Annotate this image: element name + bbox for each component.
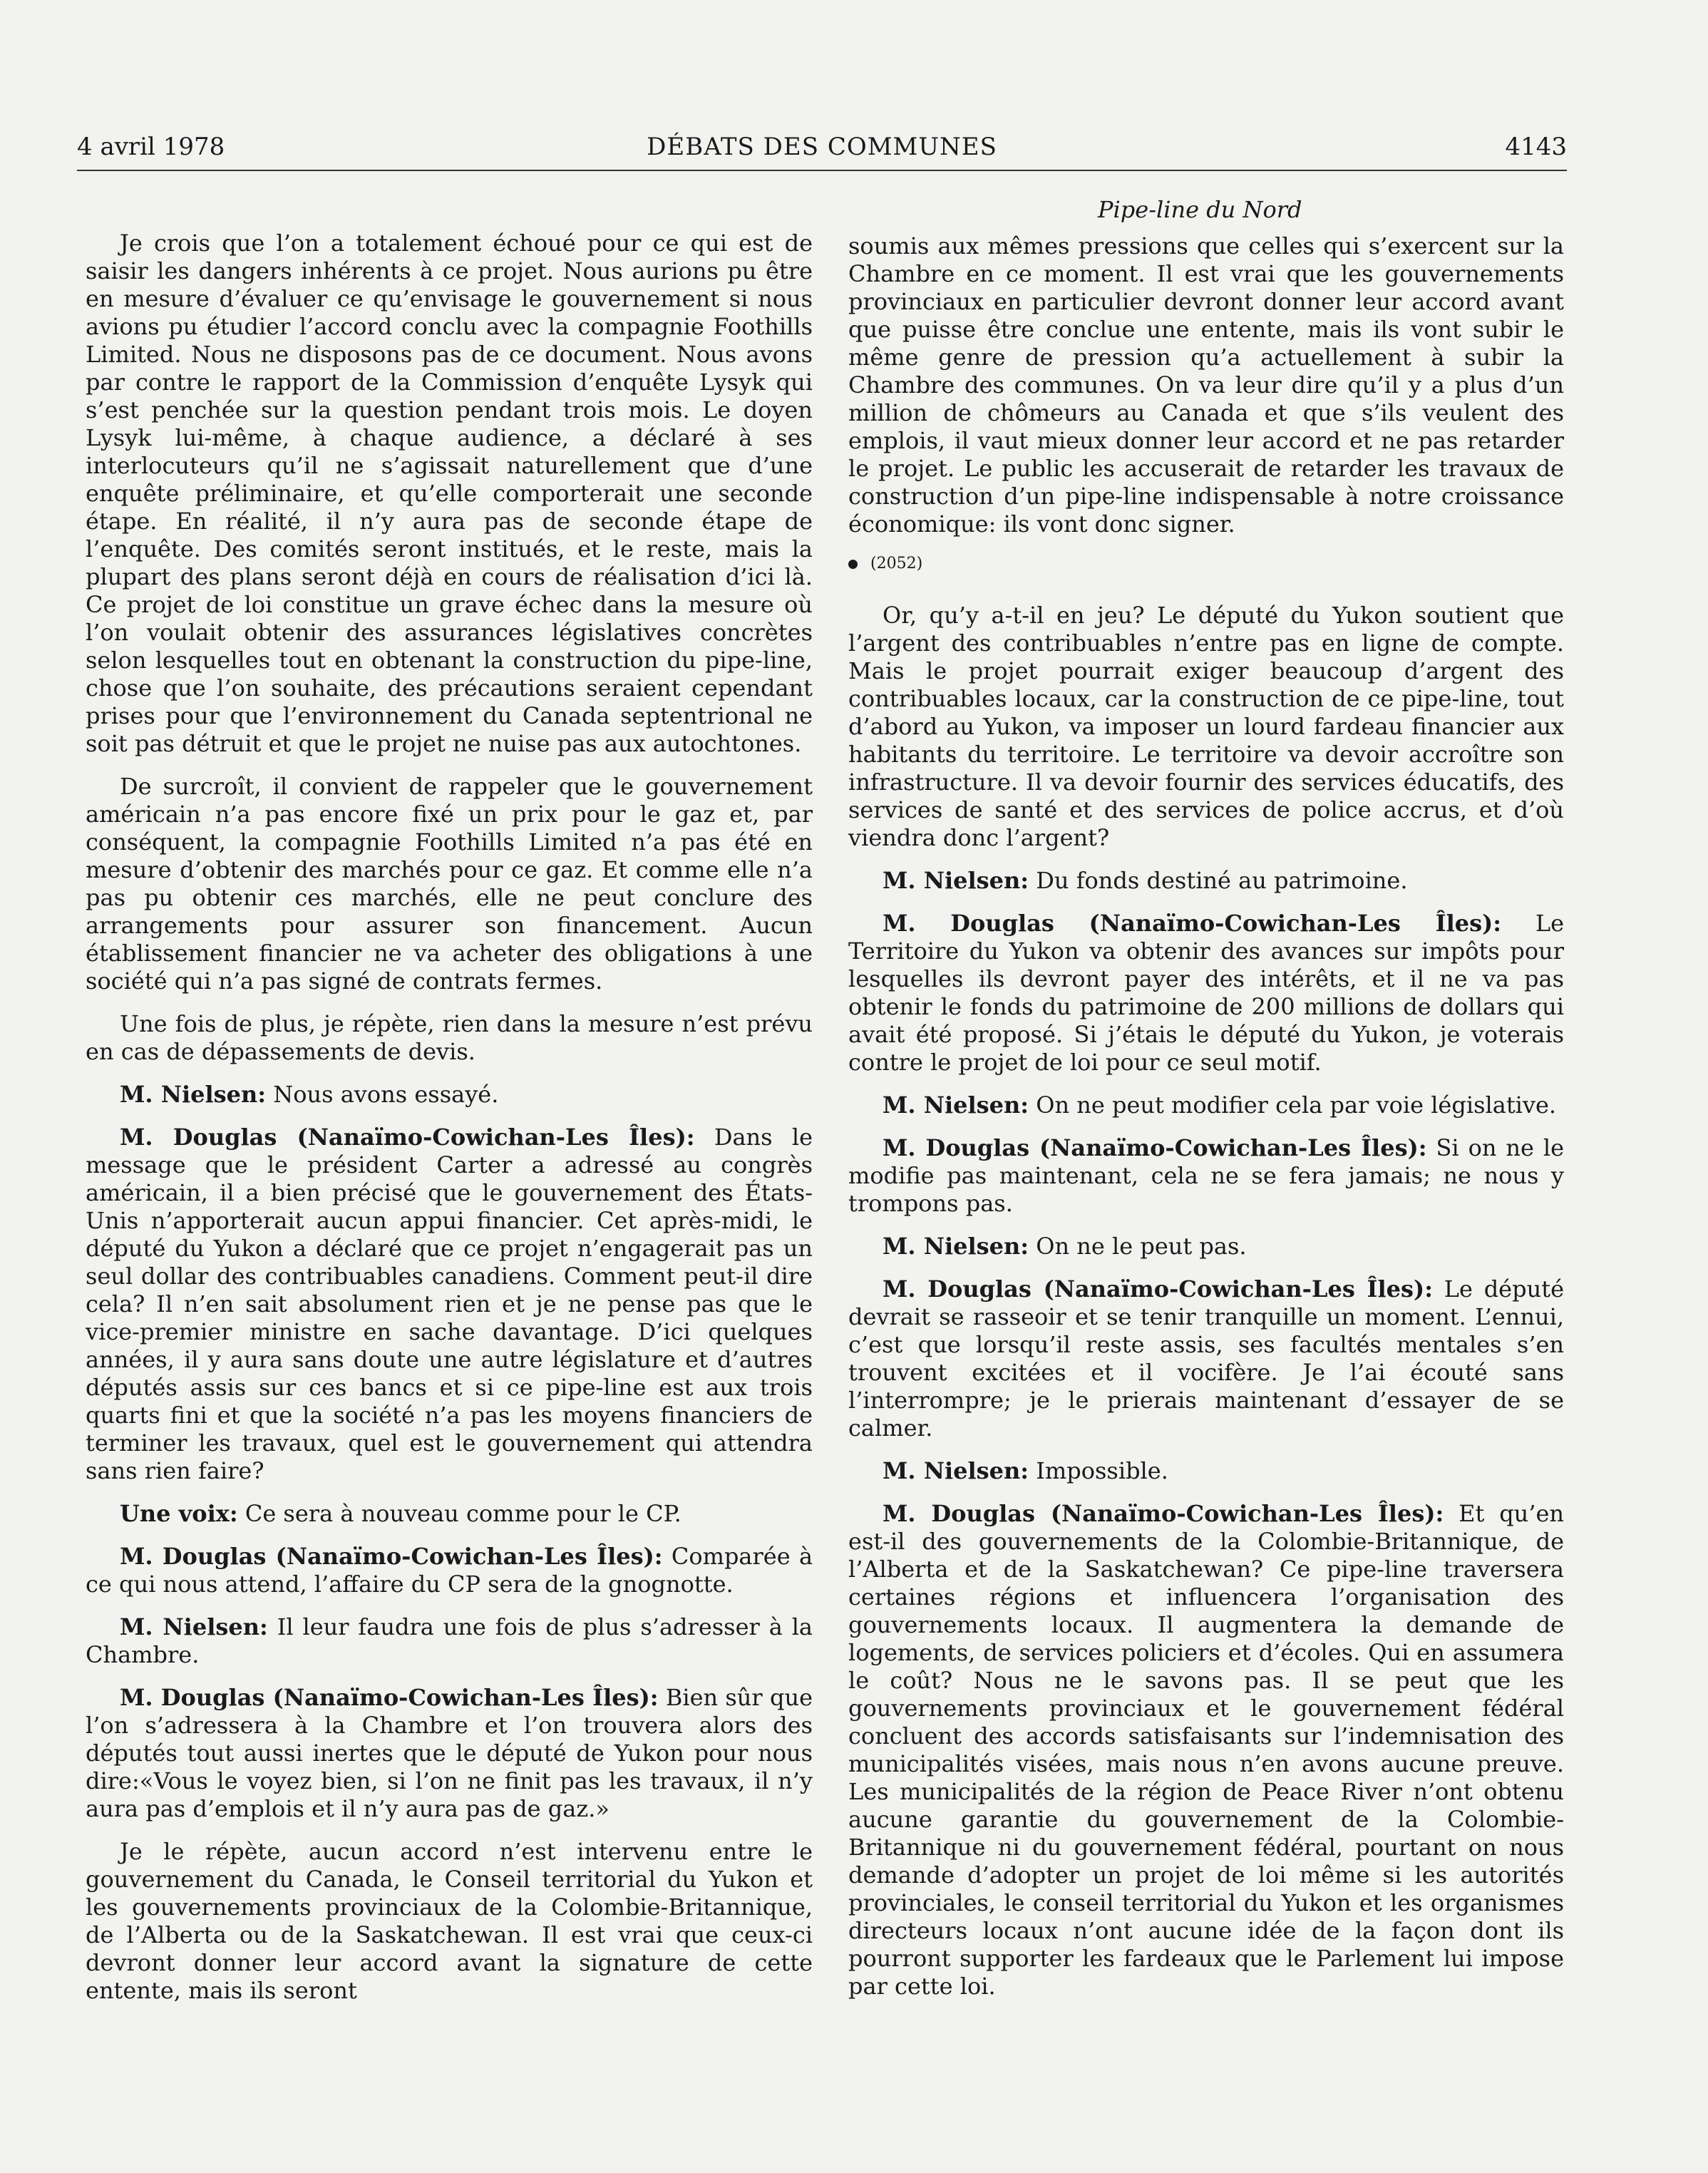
- header-rule: [77, 170, 1567, 171]
- speaker-name: M. Nielsen:: [120, 1613, 268, 1640]
- paragraph: [848, 867, 1564, 895]
- paragraph: [86, 1543, 813, 1598]
- paragraph: [848, 1500, 1564, 2000]
- paragraph-text: Si on ne le modifie pas maintenant, cela ne se fera jamais; ne nous y trompons pas.: [848, 1134, 1565, 1217]
- paragraph: [848, 1134, 1564, 1218]
- paragraph: [86, 1081, 813, 1109]
- paragraph-text: On ne le peut pas.: [1036, 1233, 1247, 1260]
- paragraph-text: Bien sûr que l’on s’adressera à la Chambre et l’on trouvera alors des députés tout aussi inertes que le député de Yukon pour nous dire:«Vous le voyez bien, si l’on ne finit pas les travaux, il n’y aura pas d’emplois et il n’y aura pas de gaz.»: [86, 1684, 813, 1822]
- paragraph-text: Une fois de plus, je répète, rien dans la mesure n’est prévu en cas de dépassements de devis.: [86, 1010, 813, 1065]
- paragraph: [86, 1838, 813, 2005]
- paragraph-text: Nous avons essayé.: [273, 1081, 499, 1108]
- speaker-name: M. Douglas (Nanaïmo-Cowichan-Les Îles):: [120, 1684, 659, 1711]
- speaker-name: M. Douglas (Nanaïmo-Cowichan-Les Îles):: [883, 1134, 1427, 1161]
- speaker-name: M. Douglas (Nanaïmo-Cowichan-Les Îles):: [883, 1275, 1433, 1303]
- speaker-name: M. Douglas (Nanaïmo-Cowichan-Les Îles):: [120, 1543, 663, 1570]
- speaker-name: M. Nielsen:: [883, 867, 1029, 894]
- page-date: 4 avril 1978: [77, 133, 225, 161]
- speaker-name: M. Nielsen:: [883, 1091, 1029, 1119]
- paragraph: [848, 602, 1564, 852]
- paragraph: [86, 1010, 813, 1066]
- speaker-name: Une voix:: [120, 1500, 238, 1527]
- page-number: 4143: [1505, 133, 1567, 161]
- paragraph: [848, 1457, 1564, 1485]
- left-column: [86, 230, 813, 2020]
- paragraph: [848, 910, 1564, 1077]
- paragraph-text: Ce sera à nouveau comme pour le CP.: [245, 1500, 681, 1527]
- speaker-name: M. Nielsen:: [120, 1081, 267, 1108]
- paragraph-text: Je le répète, aucun accord n’est intervenu entre le gouvernement du Canada, le Conseil territorial du Yukon et les gouvernements provinciaux de la Colombie-Britannique, de l’Alberta ou de la Saskatchewan. Il est vrai que ceux-ci devront donner leur accord avant la signature de cette entente, mais ils seront: [86, 1838, 813, 2004]
- paragraph: [86, 773, 813, 995]
- paragraph-text: De surcroît, il convient de rappeler que le gouvernement américain n’a pas encore fixé un prix pour le gaz et, par conséquent, la compagnie Foothills Limited n’a pas été en mesure d’obtenir des marchés pour ce gaz. Et comme elle n’a pas pu obtenir ces marchés, elle ne peut conclure des arrangements pour assurer son financement. Aucun établissement financier ne va acheter des obligations à une société qui n’a pas signé de contrats fermes.: [86, 773, 813, 995]
- paragraph: [86, 1124, 813, 1485]
- time-marker-text: (2052): [870, 555, 923, 572]
- paragraph-text: Dans le message que le président Carter a adressé au congrès américain, il a bien précisé que le gouvernement des États-Unis n’apporterait aucun appui financier. Cet après-midi, le député du Yukon a déclaré que ce projet n’engagerait pas un seul dollar des contribuables canadiens. Comment peut-il dire cela? Il n’en sait absolument rien et je ne pense pas que le vice-premier ministre en sache davantage. D’ici quelques années, il y aura sans doute une autre législature et d’autres députés assis sur ces bancs et si ce pipe-line est aux trois quarts fini et que la société n’a pas les moyens financiers de terminer les travaux, quel est le gouvernement qui attendra sans rien faire?: [86, 1124, 813, 1484]
- speaker-name: M. Douglas (Nanaïmo-Cowichan-Les Îles):: [120, 1124, 695, 1151]
- paragraph-text: Impossible.: [1036, 1457, 1168, 1484]
- speaker-name: M. Douglas (Nanaïmo-Cowichan-Les Îles):: [883, 1500, 1444, 1527]
- paragraph: [848, 1233, 1564, 1260]
- paragraph: [86, 1613, 813, 1669]
- time-marker: [848, 553, 1564, 575]
- publication-title: DÉBATS DES COMMUNES: [647, 133, 997, 161]
- paragraph-text: Du fonds destiné au patrimoine.: [1036, 867, 1408, 894]
- section-title: Pipe-line du Nord: [1098, 196, 1302, 223]
- bullet-icon: [848, 560, 858, 569]
- paragraph-text: On ne peut modifier cela par voie législative.: [1036, 1091, 1557, 1119]
- paragraph-text: Le député devrait se rasseoir et se tenir tranquille un moment. L’ennui, c’est que lorsqu’il reste assis, ses facultés mentales s’en trouvent excitées et il vocifère. Je l’ai écouté sans l’interrompre; je le prierais maintenant d’essayer de se calmer.: [848, 1275, 1564, 1442]
- paragraph-text: Il leur faudra une fois de plus s’adresser à la Chambre.: [86, 1613, 813, 1668]
- paragraph-continuation: soumis aux mêmes pressions que celles qui s’exercent sur la Chambre en ce moment. Il est vrai que les gouvernements provinciaux en particulier devront donner leur accord avant que puisse être conclue une entente, mais ils vont subir le même genre de pression qu’a actuellement à subir la Chambre des communes. On va leur dire qu’il y a plus d’un million de chômeurs au Canada et que s’ils veulent des emplois, il vaut mieux donner leur accord et ne pas retarder le projet. Le public les accuserait de retarder les travaux de construction d’un pipe-line indispensable à notre croissance économique: ils vont donc signer.: [848, 232, 1564, 538]
- paragraph-text: Or, qu’y a-t-il en jeu? Le député du Yukon soutient que l’argent des contribuables n’entre pas en ligne de compte. Mais le projet pourrait exiger beaucoup d’argent des contribuables locaux, car la construction de ce pipe-line, tout d’abord au Yukon, va imposer un lourd fardeau financier aux habitants du territoire. Le territoire va devoir accroître son infrastructure. Il va devoir fournir des services éducatifs, des services de santé et des services de police accrus, et d’où viendra donc l’argent?: [848, 602, 1564, 851]
- paragraph-text: Et qu’en est-il des gouvernements de la Colombie-Britannique, de l’Alberta et de la Saskatchewan? Ce pipe-line traversera certaines régions et influencera l’organisation des gouvernements locaux. Il augmentera la demande de logements, de services policiers et d’écoles. Qui en assumera le coût? Nous ne le savons pas. Il se peut que les gouvernements provinciaux et le gouvernement fédéral concluent des accords satisfaisants sur l’indemnisation des municipalités visées, mais nous n’en avons aucune preuve. Les municipalités de la région de Peace River n’ont obtenu aucune garantie du gouvernement de la Colombie-Britannique ni du gouvernement fédéral, pourtant on nous demande d’adopter un projet de loi même si les autorités provinciales, le conseil territorial du Yukon et les organismes directeurs locaux n’ont aucune idée de la façon dont ils pourront supporter les fardeaux que le Parlement lui impose par cette loi.: [848, 1500, 1564, 2000]
- paragraph: [848, 1091, 1564, 1119]
- speaker-name: M. Nielsen:: [883, 1457, 1029, 1484]
- paragraph: [86, 1684, 813, 1823]
- speaker-name: M. Douglas (Nanaïmo-Cowichan-Les Îles):: [883, 910, 1502, 937]
- paragraph-text: Je crois que l’on a totalement échoué pour ce qui est de saisir les dangers inhérents à ce projet. Nous aurions pu être en mesure d’évaluer ce qu’envisage le gouvernement si nous avions pu étudier l’accord conclu avec la compagnie Foothills Limited. Nous ne disposons pas de ce document. Nous avons par contre le rapport de la Commission d’enquête Lysyk qui s’est penchée sur la question pendant trois mois. Le doyen Lysyk lui-même, à chaque audience, a déclaré à ses interlocuteurs qu’il ne s’agissait naturellement que d’une enquête préliminaire, et qu’elle comporterait une seconde étape. En réalité, il n’y aura pas de seconde étape de l’enquête. Des comités seront institués, et le reste, mais la plupart des plans seront déjà en cours de réalisation d’ici là. Ce projet de loi constitue un grave échec dans la mesure où l’on voulait obtenir des assurances législatives concrètes selon lesquelles tout en obtenant la construction du pipe-line, chose que l’on souhaite, des précautions seraient cependant prises pour que l’environnement du Canada septentrional ne soit pas détruit et que le projet ne nuise pas aux autochtones.: [86, 230, 813, 757]
- paragraph: [848, 1275, 1564, 1442]
- speaker-name: M. Nielsen:: [883, 1233, 1029, 1260]
- paragraph: [86, 230, 813, 758]
- paragraph-text: Le Territoire du Yukon va obtenir des avances sur impôts pour lesquelles ils devront payer des intérêts, et il ne va pas obtenir le fonds du patrimoine de 200 millions de dollars qui avait été proposé. Si j’étais le député du Yukon, je voterais contre le projet de loi pour ce seul motif.: [848, 910, 1564, 1076]
- paragraph: [86, 1500, 813, 1528]
- right-column: [848, 232, 1564, 2015]
- paragraph-text: Comparée à ce qui nous attend, l’affaire du CP sera de la gnognotte.: [86, 1543, 813, 1598]
